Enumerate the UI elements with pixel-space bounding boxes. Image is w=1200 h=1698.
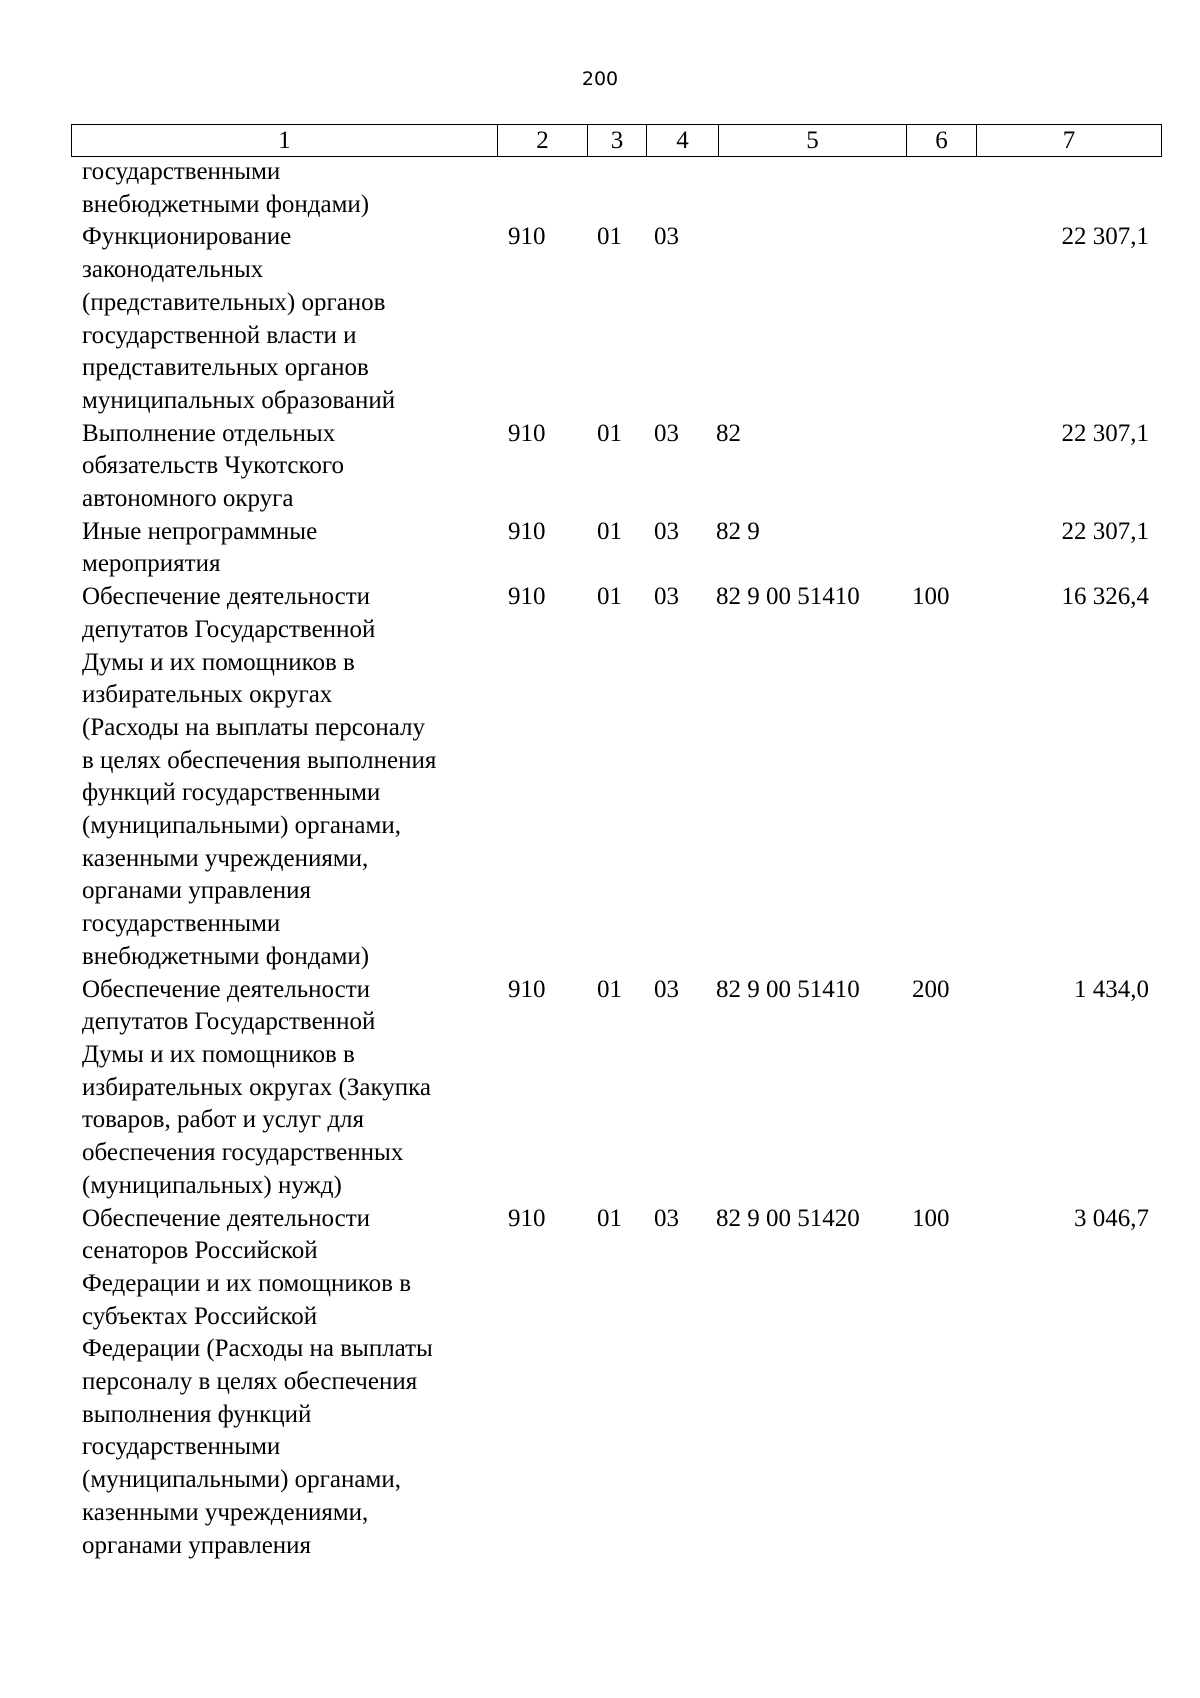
column-header-3: 3 bbox=[588, 125, 647, 157]
table-row bbox=[0, 221, 1200, 417]
row-description: Обеспечение деятельности депутатов Государственной Думы и их помощников в избирательных округах (Закупка товаров, работ и услуг для обеспечения государственных (муниципальных) нужд) bbox=[82, 975, 432, 1199]
column-header-5: 5 bbox=[719, 125, 907, 157]
row-amount: 22 307,1 bbox=[1061, 517, 1149, 545]
row-section-code: 01 bbox=[597, 517, 622, 545]
table-row bbox=[0, 974, 1200, 1203]
row-expense-type: 200 bbox=[912, 975, 950, 1003]
table-row bbox=[0, 1203, 1200, 1563]
row-subsection-code: 03 bbox=[654, 517, 679, 545]
column-header-4: 4 bbox=[647, 125, 719, 157]
row-subsection-code: 03 bbox=[654, 1204, 679, 1232]
row-description: Обеспечение деятельности сенаторов Российской Федерации и их помощников в субъектах Российской Федерации (Расходы на выплаты персоналу в целях обеспечения выполнения функций государственными (муниципальными) органами, казенными учреждениями, органами управления bbox=[82, 1204, 433, 1559]
row-target-article: 82 9 bbox=[716, 517, 760, 545]
column-header-6: 6 bbox=[907, 125, 977, 157]
column-header-row bbox=[72, 125, 1162, 157]
row-subsection-code: 03 bbox=[654, 583, 679, 611]
row-description: государственными внебюджетными фондами) bbox=[82, 158, 370, 218]
row-section-code: 01 bbox=[597, 419, 622, 447]
row-expense-type: 100 bbox=[912, 583, 950, 611]
row-amount: 3 046,7 bbox=[1074, 1204, 1149, 1232]
row-subsection-code: 03 bbox=[654, 419, 679, 447]
row-ministry-code: 910 bbox=[508, 223, 546, 251]
row-target-article: 82 9 00 51420 bbox=[716, 1204, 860, 1232]
table-row bbox=[0, 516, 1200, 581]
table-row bbox=[0, 418, 1200, 516]
row-ministry-code: 910 bbox=[508, 1204, 546, 1232]
row-ministry-code: 910 bbox=[508, 517, 546, 545]
column-header-7: 7 bbox=[977, 125, 1162, 157]
row-subsection-code: 03 bbox=[654, 975, 679, 1003]
page-number: 200 bbox=[581, 68, 619, 90]
row-section-code: 01 bbox=[597, 975, 622, 1003]
column-header-table bbox=[71, 124, 1162, 157]
column-header-1: 1 bbox=[72, 125, 498, 157]
row-description: Иные непрограммные мероприятия bbox=[82, 517, 318, 578]
row-description: Обеспечение деятельности депутатов Государственной Думы и их помощников в избирательных округах (Расходы на выплаты персоналу в целях обеспечения выполнения функций государственными (муниципальными) органами, казенными учреждениями, органами управления государственными внебюджетными фондами) bbox=[82, 583, 437, 970]
table-row bbox=[0, 156, 1200, 221]
row-subsection-code: 03 bbox=[654, 223, 679, 251]
row-ministry-code: 910 bbox=[508, 975, 546, 1003]
column-header-2: 2 bbox=[498, 125, 588, 157]
row-amount: 22 307,1 bbox=[1061, 223, 1149, 251]
row-target-article: 82 9 00 51410 bbox=[716, 583, 860, 611]
row-section-code: 01 bbox=[597, 1204, 622, 1232]
row-ministry-code: 910 bbox=[508, 419, 546, 447]
row-expense-type: 100 bbox=[912, 1204, 950, 1232]
row-amount: 22 307,1 bbox=[1061, 419, 1149, 447]
row-description: Функционирование законодательных (представительных) органов государственной власти и представительных органов муниципальных образований bbox=[82, 223, 396, 414]
row-ministry-code: 910 bbox=[508, 583, 546, 611]
row-section-code: 01 bbox=[597, 223, 622, 251]
row-amount: 1 434,0 bbox=[1074, 975, 1149, 1003]
budget-table-body bbox=[0, 156, 1200, 1562]
table-row bbox=[0, 581, 1200, 973]
row-amount: 16 326,4 bbox=[1061, 583, 1149, 611]
row-target-article: 82 9 00 51410 bbox=[716, 975, 860, 1003]
row-description: Выполнение отдельных обязательств Чукотского автономного округа bbox=[82, 419, 345, 513]
row-section-code: 01 bbox=[597, 583, 622, 611]
row-target-article: 82 bbox=[716, 419, 741, 447]
